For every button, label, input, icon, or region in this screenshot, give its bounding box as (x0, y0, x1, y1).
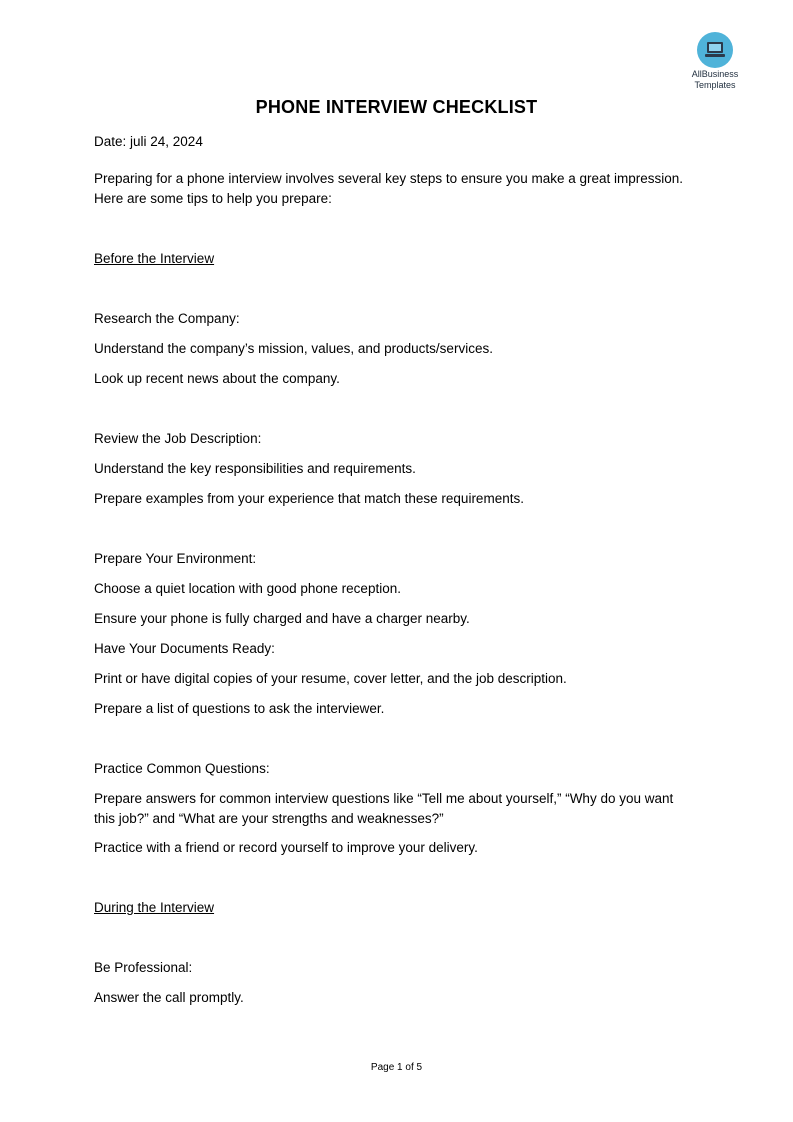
intro-line-2: Here are some tips to help you prepare: (94, 191, 332, 206)
page-title: PHONE INTERVIEW CHECKLIST (255, 97, 538, 117)
practice-item-2: Practice with a friend or record yourself to improve your delivery. (94, 840, 478, 855)
practice-heading: Practice Common Questions: (94, 761, 270, 776)
environment-item-2: Ensure your phone is fully charged and have a charger nearby. (94, 611, 470, 626)
documents-item-1: Print or have digital copies of your resume, cover letter, and the job description. (94, 671, 567, 686)
documents-item-2: Prepare a list of questions to ask the interviewer. (94, 701, 385, 716)
research-item-2: Look up recent news about the company. (94, 371, 340, 386)
practice-item-1-line-2: this job?” and “What are your strengths and weaknesses?” (94, 811, 444, 826)
professional-heading: Be Professional: (94, 960, 193, 975)
practice-item-1-line-1: Prepare answers for common interview questions like “Tell me about yourself,” “Why do you want (94, 791, 674, 806)
allbusiness-logo (683, 32, 747, 90)
section-heading-during: During the Interview (94, 900, 215, 915)
logo-text-line1: AllBusiness (691, 69, 739, 79)
review-heading: Review the Job Description: (94, 431, 262, 446)
logo-text-line2: Templates (694, 80, 736, 90)
review-item-2: Prepare examples from your experience that match these requirements. (94, 491, 524, 506)
document-date: Date: juli 24, 2024 (94, 134, 203, 149)
review-item-1: Understand the key responsibilities and requirements. (94, 461, 416, 476)
laptop-icon (697, 32, 733, 68)
research-item-1: Understand the company’s mission, values, and products/services. (94, 341, 493, 356)
section-heading-before: Before the Interview (94, 251, 215, 266)
page-number: Page 1 of 5 (370, 1062, 423, 1073)
intro-line-1: Preparing for a phone interview involves several key steps to ensure you make a great impression. (94, 171, 684, 186)
research-heading: Research the Company: (94, 311, 240, 326)
environment-heading: Prepare Your Environment: (94, 551, 257, 566)
documents-heading: Have Your Documents Ready: (94, 641, 275, 656)
professional-item-1: Answer the call promptly. (94, 990, 244, 1005)
environment-item-1: Choose a quiet location with good phone reception. (94, 581, 401, 596)
